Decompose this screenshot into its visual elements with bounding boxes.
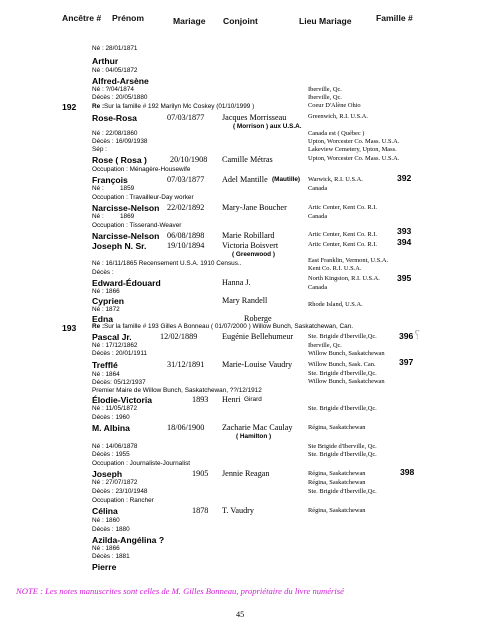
line-text: Décès : 1955: [92, 451, 130, 458]
marriage-place: Régina, Saskatchewan: [308, 479, 366, 486]
person-name: Pascal Jr.: [92, 332, 132, 342]
line-text: Sép :: [92, 146, 107, 153]
line-text: Occupation : Travailleur-Day worker: [92, 194, 194, 201]
header-famille: Famille #: [376, 13, 413, 23]
ancestor-number: 192: [62, 102, 77, 112]
header-conjoint: Conjoint: [223, 16, 258, 26]
line-text: Décès :: [92, 269, 114, 276]
person-name: Rose ( Rosa ): [92, 155, 147, 165]
marriage-place: Ste. Brigide d'Iberville,Qc.: [308, 405, 377, 412]
spouse-note: (Mautille): [272, 176, 301, 183]
page-number: 45: [236, 610, 245, 619]
family-number: 392: [397, 173, 412, 183]
marriage-place: Willow Bunch, Saskatchewan: [308, 378, 385, 385]
line-text: Né : 11/05/1872: [92, 405, 138, 412]
person-name: Pierre: [92, 562, 117, 572]
marriage-place: Upton, Worcester Co. Mass. U.S.A.: [308, 138, 400, 145]
ancestor-number: 193: [62, 323, 77, 333]
line-text: Né : 1864: [92, 371, 120, 378]
line-text: Né : 04/05/1872: [92, 67, 138, 74]
marriage-date: 22/02/1892: [167, 203, 205, 212]
re-text: Sur la famille # 193 Gilles A Bonneau ( 01/07/2000 ) Willow Bunch, Saskatchewan, Can.: [104, 323, 354, 330]
re-text: Sur la famille # 192 Marilyn Mc Coskey (01/10/1999 ): [104, 103, 255, 110]
spouse-note: ( Morrison ) aux U.S.A.: [233, 123, 302, 130]
spouse-name: Camille Métras: [222, 155, 273, 164]
line-text: Né : 1860: [92, 517, 120, 524]
line-text: Né : 16/11/1865 Recensement U.S.A. 1910 Census..: [92, 260, 242, 267]
line-text: Décès : 1881: [92, 553, 130, 560]
line-text: Né : 27/07/1872: [92, 479, 138, 486]
marriage-place: Artic Center, Kent Co. R.I.: [308, 204, 377, 211]
marriage-place: Ste. Brigide d'Iberville,Qc.: [308, 333, 377, 340]
family-number: 398: [400, 467, 415, 477]
marriage-place: Canada: [308, 284, 328, 291]
spouse-name: T. Vaudry: [222, 506, 254, 515]
marriage-place: Artic Center, Kent Co. R.I.: [308, 241, 377, 248]
line-text: Né : ?/04/1874: [92, 86, 134, 93]
family-number: 395: [397, 273, 412, 283]
marriage-place: Willow Bunch, Saskatchewan: [308, 350, 385, 357]
line-text: Décès : 16/09/1938: [92, 138, 148, 145]
person-name: François: [92, 175, 128, 185]
line-text: Né : 28/01/1871: [92, 45, 138, 52]
person-name: Narcisse-Nelson: [92, 231, 160, 241]
line-text: Né : 17/12/1862: [92, 342, 138, 349]
line-text: Né : 1866: [92, 288, 120, 295]
re-label: Re :: [92, 103, 105, 110]
marriage-place: Ste. Brigide d'Iberville,Qc.: [308, 488, 377, 495]
header-ancetre: Ancêtre #: [62, 13, 102, 23]
person-name: Rose-Rosa: [92, 113, 137, 123]
marriage-place: Ste Brigide d'Iberville, Qc.: [308, 443, 377, 450]
marriage-date: 18/06/1900: [167, 423, 205, 432]
marriage-place: Canada: [308, 213, 328, 220]
marriage-date: 12/02/1889: [160, 332, 198, 341]
line-text: Né :: [92, 185, 104, 192]
marriage-place: East Franklin, Vermont, U.S.A.: [308, 257, 389, 264]
line-text: Né : 14/06/1878: [92, 443, 138, 450]
spouse-name: Jennie Reagan: [222, 469, 270, 478]
marriage-date: 19/10/1894: [167, 241, 205, 250]
marriage-place: Régina, Saskatchewan: [308, 507, 366, 514]
line-text: Né : 1872: [92, 306, 120, 313]
spouse-name: Mary Randell: [222, 296, 268, 305]
line-text: Décès: 05/12/1937: [92, 379, 146, 386]
marriage-date: 07/03/1877: [167, 175, 205, 184]
marriage-date: 31/12/1891: [167, 360, 205, 369]
spouse-name: Mary-Jane Boucher: [222, 203, 287, 212]
person-name: M. Albina: [92, 423, 130, 433]
header-lieu-mariage: Lieu Mariage: [299, 16, 352, 26]
spouse-name: Jacques Morrisseau: [222, 113, 287, 122]
line-text: Premier Maire de Willow Bunch, Saskatchewan, ??/12/1912: [92, 387, 262, 394]
marriage-place: North Kingston, R.I. U.S.A.: [308, 275, 380, 282]
marriage-place: Upton, Worcester Co. Mass. U.S.A.: [308, 155, 400, 162]
marriage-place: Lakeview Cemetery, Upton, Mass.: [308, 146, 397, 153]
marriage-place: Kent Co. R.I. U.S.A.: [308, 265, 362, 272]
family-number: 397: [399, 357, 414, 367]
marriage-place: Iberville, Qc.: [308, 86, 342, 93]
marriage-place: Warwick, R.I. U.S.A.: [308, 176, 363, 183]
line-text: Occupation : Tisserand-Weaver: [92, 222, 182, 229]
marriage-place: Rhode Island, U.S.A.: [308, 301, 363, 308]
marriage-place: Ste. Brigide d'Iberville,Qc.: [308, 451, 377, 458]
spouse-name: Victoria Boisvert: [222, 241, 279, 250]
person-name: Arthur: [92, 56, 119, 66]
person-name: Cyprien: [92, 296, 124, 306]
line-text: 1869: [120, 213, 135, 220]
person-name: Célina: [92, 506, 118, 516]
line-text: Décès : 20/01/1911: [92, 350, 147, 357]
person-name: Alfred-Arsène: [92, 76, 149, 86]
family-number: 396: [399, 331, 414, 341]
marriage-place: Coeur D'Alène Ohio: [308, 102, 361, 109]
marriage-place: Iberville, Qc.: [308, 342, 342, 349]
spouse-name: Marie Robillard: [222, 231, 275, 240]
spouse-name: Roberge: [244, 314, 272, 323]
line-text: Décès : 20/05/1880: [92, 94, 148, 101]
spouse-note: ( Greenwood ): [232, 251, 275, 258]
person-name: Élodie-Victoria: [92, 395, 153, 405]
marriage-place: Régina, Saskatchewan: [308, 470, 366, 477]
line-text: Décès : 1960: [92, 414, 130, 421]
line-text: Occupation : Journaliste-Journalist: [92, 460, 191, 467]
person-name: Narcisse-Nelson: [92, 203, 160, 213]
marriage-date: 06/08/1898: [167, 231, 205, 240]
header-mariage: Mariage: [173, 16, 206, 26]
marriage-place: Canada: [308, 185, 328, 192]
marriage-place: Greenwich, R.I. U.S.A.: [308, 113, 368, 120]
header-prenom: Prénom: [112, 13, 144, 23]
spouse-name: Henri: [222, 395, 241, 404]
spouse-name: Zacharie Mac Caulay: [222, 423, 293, 432]
marriage-place: Artic Center, Kent Co. R.I.: [308, 231, 377, 238]
marriage-date: 1878: [192, 506, 209, 515]
spouse-name: Marie-Louise Vaudry: [222, 360, 293, 369]
person-name: Edward-Édouard: [92, 278, 161, 288]
line-text: Décès : 23/10/1948: [92, 488, 148, 495]
spouse-name: Hanna J.: [222, 278, 251, 287]
handwritten-mark-icon: ⸮: [414, 328, 421, 342]
person-name: Edna: [92, 314, 114, 324]
marriage-place: Iberville, Qc.: [308, 94, 342, 101]
line-text: Né : 1866: [92, 545, 120, 552]
family-number: 393: [397, 226, 412, 236]
line-text: Né : 22/08/1860: [92, 130, 138, 137]
line-text: Décès : 1880: [92, 526, 130, 533]
marriage-date: 1893: [192, 395, 209, 404]
family-number: 394: [397, 237, 412, 247]
spouse-note: ( Hamilton ): [236, 433, 272, 440]
person-name: Azilda-Angélina ?: [92, 535, 165, 545]
marriage-place: Canada est ( Québec ): [308, 130, 365, 137]
line-text: Occupation : Ménagère-Housewife: [92, 166, 191, 173]
spouse-name: Eugénie Bellehumeur: [222, 332, 294, 341]
marriage-date: 20/10/1908: [170, 155, 208, 164]
line-text: Né :: [92, 213, 104, 220]
person-name: Joseph: [92, 469, 123, 479]
spouse-name: Adel Mantille: [222, 175, 268, 184]
line-text: 1859: [120, 185, 135, 192]
marriage-place: Willow Bunch, Sask. Can.: [308, 361, 376, 368]
person-name: Joseph N. Sr.: [92, 241, 147, 251]
footer-note: NOTE : Les notes manuscrites sont celles de M. Gilles Bonneau, propriétaire du livre numérisé: [16, 586, 344, 596]
marriage-place: Régina, Saskatchewan: [308, 424, 366, 431]
marriage-date: 1905: [192, 469, 209, 478]
marriage-date: 07/03/1877: [167, 113, 205, 122]
marriage-place: Ste. Brigide d'Iberville,Qc.: [308, 370, 377, 377]
re-label: Re :: [92, 323, 105, 330]
line-text: Occupation : Rancher: [92, 497, 154, 504]
spouse-name-suffix: Girard: [244, 396, 262, 403]
person-name: Trefflé: [92, 360, 118, 370]
